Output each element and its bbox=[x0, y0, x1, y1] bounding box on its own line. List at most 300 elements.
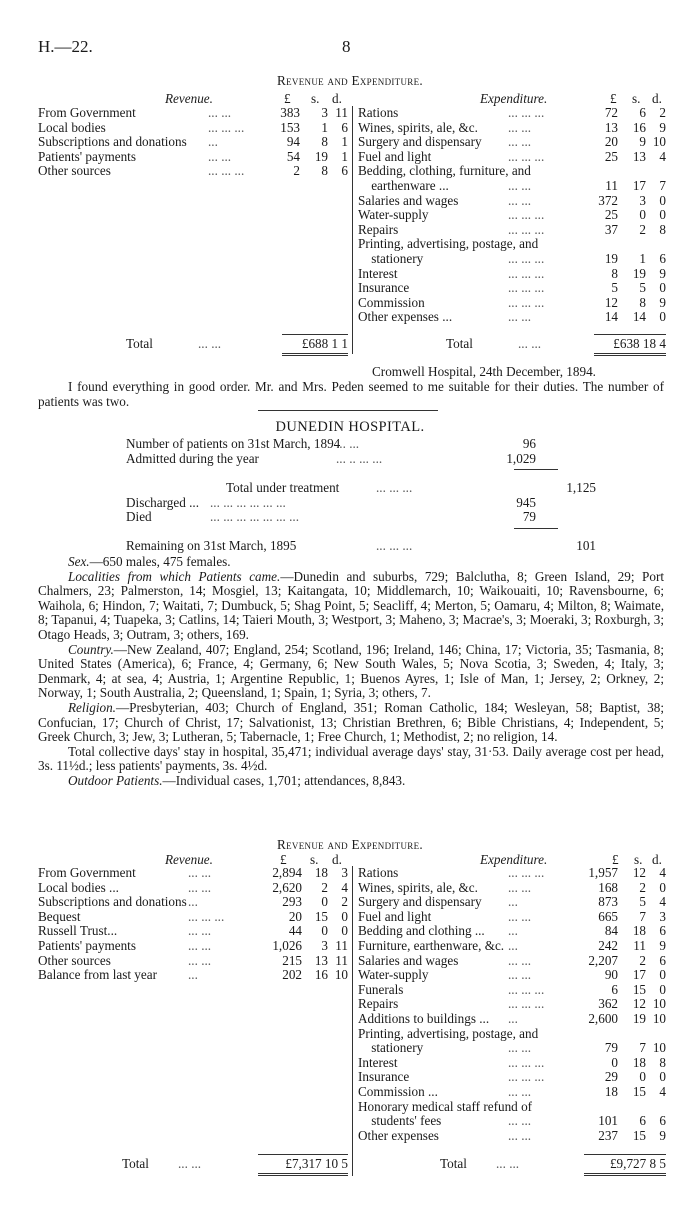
amount-pence: 0 bbox=[659, 280, 666, 296]
amount-pounds: 2,600 bbox=[588, 1010, 618, 1026]
row-label: Surgery and dispensary bbox=[358, 134, 482, 150]
amount-pounds: 11 bbox=[605, 177, 618, 193]
amount-pounds: 2,620 bbox=[272, 879, 302, 895]
ledger-row bbox=[358, 939, 668, 954]
amount-pounds: 1,957 bbox=[588, 865, 618, 880]
leader-dots: ... .. ... ... bbox=[336, 450, 383, 466]
amount-pounds: 54 bbox=[286, 148, 300, 164]
row-label: Printing, advertising, postage, and bbox=[358, 1025, 539, 1041]
leader-dots: ... bbox=[508, 937, 518, 953]
amount-shillings: 0 bbox=[321, 923, 328, 939]
leader-dots: ... ... bbox=[188, 937, 212, 953]
amount-pounds: 90 bbox=[604, 967, 618, 983]
amount-pounds: 37 bbox=[604, 221, 618, 237]
row-label: Additions to buildings ... bbox=[358, 1010, 490, 1026]
leader-dots: ... bbox=[188, 967, 198, 983]
amount-pounds: 873 bbox=[598, 894, 618, 910]
amount-shillings: 18 bbox=[314, 865, 328, 880]
amount-shillings: 15 bbox=[632, 1127, 646, 1143]
cromwell-revenue-table bbox=[38, 106, 348, 179]
currency-pence: d. bbox=[652, 91, 662, 106]
currency-pounds: £ bbox=[284, 91, 291, 106]
paragraph-text: —Presbyterian, 403; Church of England, 351; Roman Catholic, 184; Wesleyan, 58; Baptist, 38; Confucian, 17; Church of Christ, 17; Salvationist, 13; Christian Brethren, 6; Bible Christians, 4; Independent, 5; Greek Church, 3; Jew, 3; Lutheran, 5; Tabernacle, 1; Free Church, 1; Methodist, 2; no religion, 14. bbox=[38, 699, 664, 745]
amount-pence: 9 bbox=[659, 265, 666, 281]
stat-value: 101 bbox=[576, 538, 596, 553]
amount-pence: 4 bbox=[659, 1083, 666, 1099]
amount-pounds: 0 bbox=[611, 1054, 618, 1070]
amount-shillings: 3 bbox=[639, 192, 646, 208]
amount-shillings: 9 bbox=[639, 134, 646, 150]
stat-label: Total under treatment bbox=[226, 480, 340, 495]
leader-dots: ... bbox=[508, 1010, 518, 1026]
amount-shillings: 1 bbox=[639, 250, 646, 266]
ledger-row bbox=[38, 150, 348, 165]
leader-dots: ... bbox=[188, 894, 198, 910]
ledger-row bbox=[358, 121, 668, 136]
row-label: stationery bbox=[358, 250, 424, 266]
leader-dots: ... bbox=[508, 894, 518, 910]
leader-dots: ... ... bbox=[508, 119, 532, 135]
paragraph-heading: Religion. bbox=[68, 699, 116, 715]
row-label: students' fees bbox=[358, 1113, 442, 1129]
leader-dots: ... ... ... bbox=[508, 1069, 545, 1085]
ledger-row bbox=[358, 997, 668, 1012]
amount-pence: 9 bbox=[659, 1127, 666, 1143]
amount-shillings: 18 bbox=[632, 923, 646, 939]
dunedin-fin-title: Revenue and Expenditure. bbox=[277, 837, 423, 852]
amount-shillings: 18 bbox=[632, 1054, 646, 1070]
amount-shillings: 3 bbox=[321, 105, 328, 120]
row-label: Interest bbox=[358, 265, 398, 281]
row-label: Other sources bbox=[38, 163, 111, 179]
row-label: Furniture, earthenware, &c. bbox=[358, 937, 505, 953]
leader-dots: ... ... bbox=[508, 952, 532, 968]
row-label: Wines, spirits, ale, &c. bbox=[358, 879, 478, 895]
leader-dots: ... ... ... bbox=[376, 538, 413, 553]
amount-pounds: 5 bbox=[611, 280, 618, 296]
row-label: Printing, advertising, postage, and bbox=[358, 236, 539, 252]
dunedin-expenditure-heading: Expenditure. bbox=[480, 852, 548, 867]
paragraph-text: —New Zealand, 407; England, 254; Scotland, 196; Ireland, 146; China, 17; Victoria, 35; Tasmania, 8; United States (America), 6; France, 4; Germany, 6; New South Wales, 5; Nova Scotia, 3; Sweden, 4; Italy, 3; Denmark, 4; at sea, 4; Austria, 1; Argentine Republic, 1; Buenos Ayres, 1; Isle of Man, 1; Jersey, 2; Orkney, 2; Norway, 1; South Australia, 2; Queensland, 1; Spain, 1; Syria, 3; others, 7. bbox=[38, 641, 664, 701]
row-label: stationery bbox=[358, 1040, 424, 1056]
ledger-row bbox=[38, 106, 348, 121]
page-number: 8 bbox=[342, 37, 351, 56]
amount-pounds: 293 bbox=[282, 894, 302, 910]
paragraph-heading: Localities from which Patients came. bbox=[68, 568, 281, 584]
ledger-row bbox=[358, 866, 668, 881]
row-label: Salaries and wages bbox=[358, 952, 459, 968]
ledger-row bbox=[358, 106, 668, 121]
paragraph-heading: Sex. bbox=[68, 554, 90, 569]
amount-pounds: 2 bbox=[293, 163, 300, 179]
amount-pence: 0 bbox=[659, 981, 666, 997]
amount-pence: 1 bbox=[341, 148, 348, 164]
leader-dots: ... ... bbox=[508, 879, 532, 895]
amount-shillings: 5 bbox=[639, 280, 646, 296]
ledger-row bbox=[38, 954, 348, 969]
leader-dots: ... ... bbox=[178, 1156, 202, 1171]
amount-pence: 9 bbox=[659, 937, 666, 953]
row-label: Other sources bbox=[38, 952, 111, 968]
dunedin-revenue-table bbox=[38, 866, 348, 983]
detail-paragraph bbox=[38, 745, 664, 774]
paragraph-text: —Dunedin and suburbs, 729; Balclutha, 8; Green Island, 29; Port Chalmers, 23; Palmerston, 14; Mosgiel, 13; Kaitangata, 10; Middlemarch, 10; Waikouaiti, 10; Ravensbourne, 6; Waihola, 6; Hindon, 7; Waitati, 7; Dumbuck, 5; Shag Point, 5; Seacliff, 4; Merton, 5; Oamaru, 4; Milton, 8; Waimate, 8; Tapanui, 4; Tuapeka, 3; Catlins, 14; Taieri Mouth, 3; Westport, 3; Maheno, 3; Macrae's, 3; Moeraki, 3; Roxburgh, 3; Otago Heads, 3; Outram, 3; others, 169. bbox=[38, 568, 664, 642]
ledger-row bbox=[38, 924, 348, 939]
amount-shillings: 8 bbox=[321, 163, 328, 179]
amount-pence: 1 bbox=[341, 134, 348, 150]
amount-pounds: 1,026 bbox=[272, 937, 302, 953]
amount-shillings: 17 bbox=[632, 967, 646, 983]
amount-pence: 9 bbox=[659, 119, 666, 135]
leader-dots: ... ... ... bbox=[508, 1054, 545, 1070]
stat-value: 79 bbox=[522, 509, 536, 525]
leader-dots: ... ... bbox=[508, 908, 532, 924]
ledger-row bbox=[38, 895, 348, 910]
total-label: Total bbox=[122, 1156, 149, 1171]
amount-pence: 0 bbox=[659, 207, 666, 223]
amount-pence: 6 bbox=[341, 163, 348, 179]
leader-dots: ... ... ... bbox=[508, 207, 545, 223]
row-label: From Government bbox=[38, 865, 136, 880]
cromwell-section-title: Revenue and Expenditure. bbox=[277, 73, 423, 88]
amount-pounds: 362 bbox=[598, 996, 618, 1012]
paragraph-text: Total collective days' stay in hospital, 35,471; individual average days' stay, 31·53. Daily average cost per head, 3s. 11½d.; less patients' payments, 3s. 4½d. bbox=[38, 743, 664, 774]
amount-shillings: 5 bbox=[639, 894, 646, 910]
paragraph-text: —650 males, 475 females. bbox=[89, 554, 231, 569]
amount-shillings: 7 bbox=[639, 908, 646, 924]
amount-pounds: 29 bbox=[604, 1069, 618, 1085]
amount-pounds: 101 bbox=[598, 1113, 618, 1129]
amount-pence: 9 bbox=[659, 294, 666, 310]
row-label: Honorary medical staff refund of bbox=[358, 1098, 533, 1114]
amount-shillings: 2 bbox=[321, 879, 328, 895]
dunedin-column-divider bbox=[352, 866, 353, 1176]
total-label: Total bbox=[440, 1156, 467, 1171]
amount-pence: 10 bbox=[652, 1040, 666, 1056]
amount-pence: 8 bbox=[659, 221, 666, 237]
amount-pence: 2 bbox=[341, 894, 348, 910]
amount-shillings: 16 bbox=[314, 967, 328, 983]
leader-dots: ... ... bbox=[188, 865, 212, 880]
leader-dots: ... ... bbox=[508, 1127, 532, 1143]
stat-label: Number of patients on 31st March, 1894 bbox=[126, 436, 341, 451]
ledger-row bbox=[358, 924, 668, 939]
row-label: Rations bbox=[358, 865, 399, 880]
row-label: Water-supply bbox=[358, 207, 429, 223]
cromwell-expenditure-total bbox=[446, 337, 666, 352]
amount-pounds: 202 bbox=[282, 967, 302, 983]
leader-dots: ... ... bbox=[198, 336, 222, 351]
amount-pounds: 20 bbox=[604, 134, 618, 150]
total-label: Total bbox=[126, 336, 153, 351]
amount-pounds: 2,894 bbox=[272, 865, 302, 880]
section-separator bbox=[258, 410, 438, 411]
amount-pence: 4 bbox=[341, 879, 348, 895]
ledger-row bbox=[358, 1100, 668, 1115]
leader-dots: ... ... bbox=[208, 105, 232, 120]
currency-pounds: £ bbox=[612, 852, 619, 867]
subtotal-rule bbox=[514, 469, 558, 470]
row-label: Patients' payments bbox=[38, 148, 136, 164]
row-label: Bequest bbox=[38, 908, 81, 924]
ledger-row bbox=[38, 968, 348, 983]
leader-dots: ... ... bbox=[518, 336, 542, 351]
currency-pence: d. bbox=[652, 852, 662, 867]
row-label: Insurance bbox=[358, 1069, 410, 1085]
ledger-row bbox=[358, 252, 668, 267]
ledger-row bbox=[358, 135, 668, 150]
amount-pence: 6 bbox=[341, 119, 348, 135]
amount-pence: 0 bbox=[659, 192, 666, 208]
amount-shillings: 6 bbox=[639, 1113, 646, 1129]
amount-shillings: 0 bbox=[639, 1069, 646, 1085]
ledger-row bbox=[358, 910, 668, 925]
total-label: Total bbox=[446, 336, 473, 351]
leader-dots: ... ... ... bbox=[208, 163, 245, 179]
leader-dots: ... ... ... bbox=[188, 908, 225, 924]
leader-dots: ... ... bbox=[508, 134, 532, 150]
amount-pence: 6 bbox=[659, 1113, 666, 1129]
ledger-row bbox=[358, 1085, 668, 1100]
ledger-row bbox=[358, 881, 668, 896]
ledger-row bbox=[358, 895, 668, 910]
ledger-row bbox=[38, 121, 348, 136]
amount-pence: 11 bbox=[335, 937, 348, 953]
amount-shillings: 6 bbox=[639, 105, 646, 120]
visit-place-date: Cromwell Hospital, 24th December, 1894. bbox=[372, 364, 596, 379]
total-amount: £9,727 8 5 bbox=[609, 1156, 666, 1171]
dunedin-details bbox=[38, 555, 664, 789]
paragraph-text: —Individual cases, 1,701; attendances, 8,843. bbox=[162, 772, 406, 788]
row-label: Water-supply bbox=[358, 967, 429, 983]
stat-value: 945 bbox=[516, 494, 536, 510]
amount-pence: 2 bbox=[659, 105, 666, 120]
ledger-row bbox=[358, 1056, 668, 1071]
amount-pence: 0 bbox=[341, 923, 348, 939]
row-label: Other expenses bbox=[358, 1127, 439, 1143]
row-label: Local bodies ... bbox=[38, 879, 119, 895]
amount-pence: 10 bbox=[652, 134, 666, 150]
amount-shillings: 19 bbox=[632, 1010, 646, 1026]
leader-dots: ... bbox=[208, 134, 218, 150]
row-label: Surgery and dispensary bbox=[358, 894, 482, 910]
amount-pounds: 153 bbox=[280, 119, 300, 135]
currency-shillings: s. bbox=[634, 852, 643, 867]
amount-shillings: 3 bbox=[321, 937, 328, 953]
amount-shillings: 0 bbox=[639, 207, 646, 223]
cromwell-expenditure-table bbox=[358, 106, 668, 325]
ledger-row bbox=[38, 939, 348, 954]
ledger-row bbox=[358, 1070, 668, 1085]
leader-dots: ... ... ... bbox=[508, 865, 545, 880]
ledger-row bbox=[358, 968, 668, 983]
cromwell-exp-total-rule bbox=[594, 334, 666, 335]
amount-shillings: 0 bbox=[321, 894, 328, 910]
row-label: Local bodies bbox=[38, 119, 106, 135]
amount-pounds: 2,207 bbox=[588, 952, 618, 968]
amount-shillings: 1 bbox=[321, 119, 328, 135]
stat-value: 1,029 bbox=[506, 450, 536, 466]
amount-pence: 10 bbox=[334, 967, 348, 983]
amount-pounds: 372 bbox=[598, 192, 618, 208]
amount-shillings: 13 bbox=[314, 952, 328, 968]
row-label: Balance from last year bbox=[38, 967, 157, 983]
ledger-row bbox=[358, 194, 668, 209]
amount-shillings: 15 bbox=[314, 908, 328, 924]
row-label: Subscriptions and donations bbox=[38, 894, 187, 910]
detail-paragraph bbox=[38, 701, 664, 745]
ledger-row bbox=[358, 310, 668, 325]
amount-shillings: 19 bbox=[632, 265, 646, 281]
amount-shillings: 8 bbox=[321, 134, 328, 150]
leader-dots: ... ... ... bbox=[376, 480, 413, 495]
cromwell-revenue-total bbox=[126, 337, 348, 352]
cromwell-expenditure-heading: Expenditure. bbox=[480, 91, 548, 106]
row-label: Interest bbox=[358, 1054, 398, 1070]
ledger-row bbox=[358, 954, 668, 969]
row-label: Bedding and clothing ... bbox=[358, 923, 485, 939]
leader-dots: ... ... bbox=[208, 148, 232, 164]
ledger-row bbox=[38, 910, 348, 925]
ledger-row bbox=[38, 164, 348, 179]
amount-pounds: 25 bbox=[604, 207, 618, 223]
leader-dots: ... ... bbox=[188, 923, 212, 939]
stat-label: Admitted during the year bbox=[126, 450, 259, 466]
amount-shillings: 15 bbox=[632, 1083, 646, 1099]
leader-dots: ... ... ... bbox=[508, 221, 545, 237]
amount-pounds: 6 bbox=[611, 981, 618, 997]
row-label: Fuel and light bbox=[358, 908, 432, 924]
leader-dots: ... ... bbox=[508, 192, 532, 208]
row-label: Commission ... bbox=[358, 1083, 438, 1099]
row-label: earthenware ... bbox=[358, 177, 449, 193]
leader-dots: ... ... ... ... ... ... bbox=[210, 494, 286, 510]
dunedin-statistics bbox=[126, 437, 606, 557]
amount-pounds: 237 bbox=[598, 1127, 618, 1143]
stat-label: Died bbox=[126, 509, 152, 525]
paragraph-heading: Outdoor Patients. bbox=[68, 772, 163, 788]
amount-shillings: 8 bbox=[639, 294, 646, 310]
amount-pounds: 168 bbox=[598, 879, 618, 895]
currency-pence: d. bbox=[332, 91, 342, 106]
row-label: Bedding, clothing, furniture, and bbox=[358, 163, 531, 179]
ledger-row bbox=[38, 135, 348, 150]
amount-shillings: 12 bbox=[632, 996, 646, 1012]
amount-pounds: 14 bbox=[604, 309, 618, 325]
leader-dots: ... ... bbox=[508, 967, 532, 983]
amount-pence: 3 bbox=[659, 908, 666, 924]
amount-pence: 7 bbox=[659, 177, 666, 193]
ledger-row bbox=[358, 208, 668, 223]
amount-pounds: 12 bbox=[604, 294, 618, 310]
row-label: Commission bbox=[358, 294, 425, 310]
detail-paragraph bbox=[38, 643, 664, 701]
leader-dots: ... ... ... bbox=[508, 981, 545, 997]
currency-pounds: £ bbox=[610, 91, 617, 106]
currency-pounds: £ bbox=[280, 852, 287, 867]
amount-shillings: 19 bbox=[314, 148, 328, 164]
amount-pence: 10 bbox=[652, 996, 666, 1012]
amount-pence: 4 bbox=[659, 865, 666, 880]
amount-shillings: 11 bbox=[633, 937, 646, 953]
currency-shillings: s. bbox=[311, 91, 320, 106]
amount-pence: 4 bbox=[659, 148, 666, 164]
amount-pence: 6 bbox=[659, 923, 666, 939]
leader-dots: ... bbox=[508, 923, 518, 939]
amount-pounds: 25 bbox=[604, 148, 618, 164]
dunedin-rev-total-rule bbox=[258, 1154, 348, 1155]
amount-shillings: 2 bbox=[639, 952, 646, 968]
currency-shillings: s. bbox=[632, 91, 641, 106]
amount-shillings: 12 bbox=[632, 865, 646, 880]
leader-dots: ... ... ... bbox=[508, 294, 545, 310]
detail-paragraph bbox=[38, 774, 664, 789]
amount-pounds: 84 bbox=[604, 923, 618, 939]
amount-pounds: 665 bbox=[598, 908, 618, 924]
amount-pence: 11 bbox=[335, 952, 348, 968]
leader-dots: ... ... ... bbox=[508, 280, 545, 296]
dunedin-exp-double-rule bbox=[584, 1173, 666, 1176]
dunedin-exp-total-rule bbox=[584, 1154, 666, 1155]
dunedin-revenue-heading: Revenue. bbox=[165, 852, 213, 867]
row-label: Patients' payments bbox=[38, 937, 136, 953]
row-label: Salaries and wages bbox=[358, 192, 459, 208]
amount-pence: 0 bbox=[659, 1069, 666, 1085]
amount-shillings: 17 bbox=[632, 177, 646, 193]
ledger-row bbox=[358, 179, 668, 194]
leader-dots: ... ... bbox=[508, 177, 532, 193]
cromwell-revenue-heading: Revenue. bbox=[165, 91, 213, 106]
stat-label: Discharged ... bbox=[126, 494, 200, 510]
paragraph-heading: Country. bbox=[68, 641, 114, 657]
leader-dots: ... ... ... bbox=[508, 996, 545, 1012]
cromwell-column-divider bbox=[352, 106, 353, 354]
ledger-row bbox=[358, 237, 668, 252]
leader-dots: ... ... bbox=[336, 436, 360, 451]
cromwell-rev-total-rule bbox=[282, 334, 348, 335]
leader-dots: ... ... bbox=[508, 1113, 532, 1129]
ledger-row bbox=[358, 164, 668, 179]
dunedin-revenue-total bbox=[122, 1157, 348, 1172]
leader-dots: ... ... bbox=[508, 309, 532, 325]
amount-shillings: 16 bbox=[632, 119, 646, 135]
amount-pence: 4 bbox=[659, 894, 666, 910]
ledger-row bbox=[358, 1027, 668, 1042]
row-label: From Government bbox=[38, 105, 136, 120]
row-label: Wines, spirits, ale, &c. bbox=[358, 119, 478, 135]
leader-dots: ... ... ... ... ... ... ... bbox=[210, 509, 300, 525]
amount-pence: 0 bbox=[341, 908, 348, 924]
leader-dots: ... ... bbox=[508, 1040, 532, 1056]
running-header-left: H.—22. bbox=[38, 37, 93, 56]
leader-dots: ... ... bbox=[496, 1156, 520, 1171]
amount-shillings: 14 bbox=[632, 309, 646, 325]
currency-shillings: s. bbox=[310, 852, 319, 867]
amount-pence: 0 bbox=[659, 309, 666, 325]
ledger-row bbox=[358, 983, 668, 998]
stat-value: 96 bbox=[522, 436, 536, 451]
visit-report: I found everything in good order. Mr. and Mrs. Peden seemed to me suitable for their duties. The number of patients was two. bbox=[38, 379, 664, 409]
amount-pence: 10 bbox=[652, 1010, 666, 1026]
amount-shillings: 2 bbox=[639, 879, 646, 895]
leader-dots: ... ... ... bbox=[508, 148, 545, 164]
amount-pounds: 8 bbox=[611, 265, 618, 281]
ledger-row bbox=[358, 281, 668, 296]
total-amount: £638 18 4 bbox=[613, 336, 666, 351]
stat-label: Remaining on 31st March, 1895 bbox=[126, 538, 297, 553]
ledger-row bbox=[358, 1114, 668, 1129]
amount-pounds: 18 bbox=[604, 1083, 618, 1099]
